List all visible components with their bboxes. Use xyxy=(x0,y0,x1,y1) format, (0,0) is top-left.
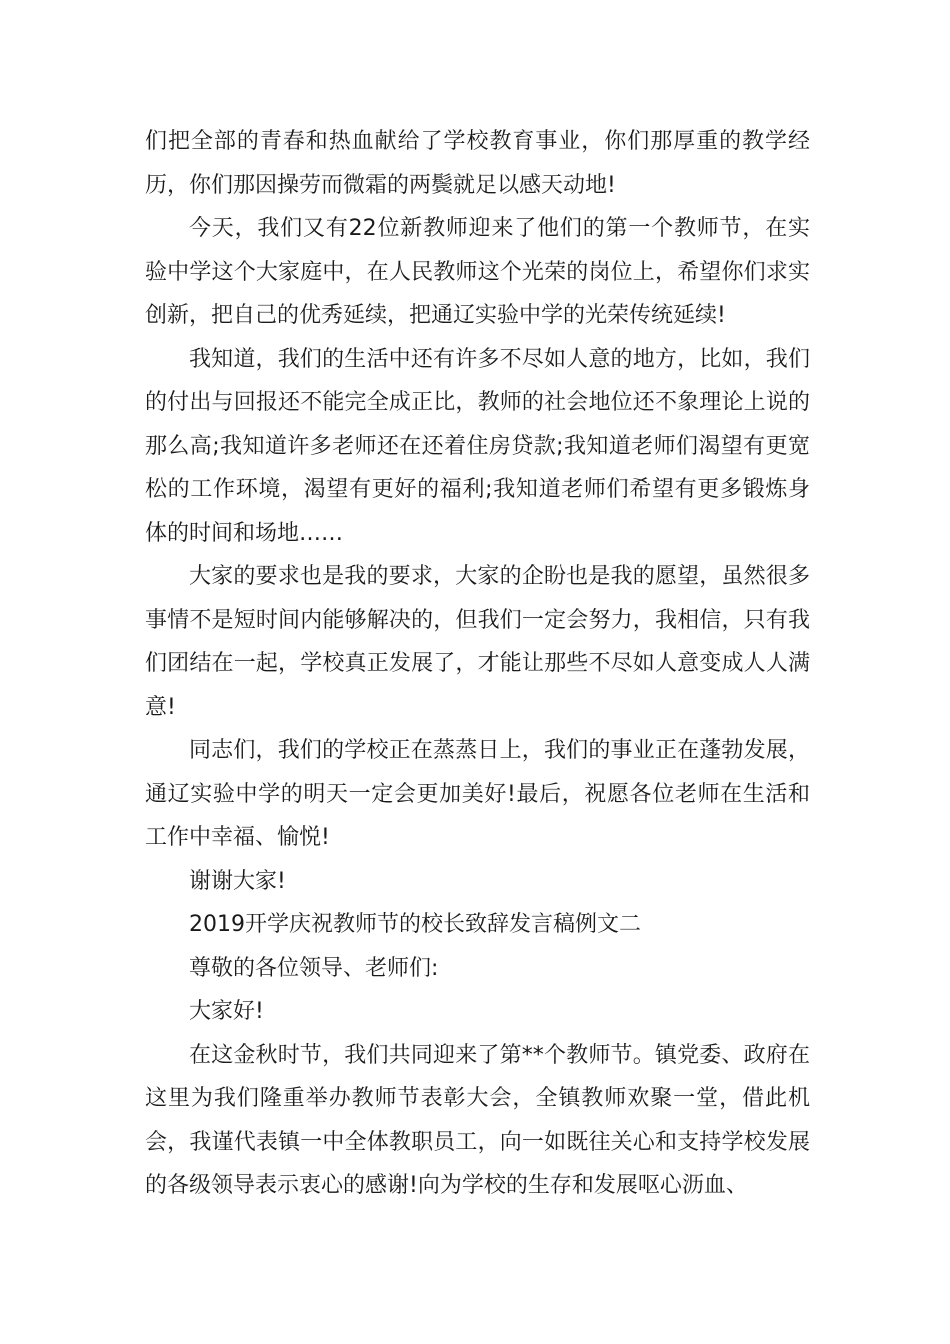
greeting: 大家好! xyxy=(189,999,264,1024)
paragraph-hopes: 大家的要求也是我的要求，大家的企盼也是我的愿望，虽然很多事情不是短时间内能够解决的，但我们一定会努力，我相信，只有我们团结在一起，学校真正发展了，才能让那些不尽如人意变成人人满意! xyxy=(145,564,810,720)
paragraph-opening-speech: 在这金秋时节，我们共同迎来了第**个教师节。镇党委、政府在这里为我们隆重举办教师节表彰大会，全镇教师欢聚一堂，借此机会，我谨代表镇一中全体教职员工，向一如既往关心和支持学校发展的各级领导表示衷心的感谢!向为学校的生存和发展呕心沥血、 xyxy=(145,1042,810,1198)
paragraph-new-teachers: 今天，我们又有22位新教师迎来了他们的第一个教师节，在实验中学这个大家庭中，在人民教师这个光荣的岗位上，希望你们求实创新，把自己的优秀延续，把通辽实验中学的光荣传统延续! xyxy=(145,216,810,328)
document-body xyxy=(145,120,810,1208)
salutation: 尊敬的各位领导、老师们: xyxy=(189,955,439,981)
paragraph-thanks: 谢谢大家! xyxy=(189,868,286,894)
paragraph-closing-wishes: 同志们，我们的学校正在蒸蒸日上，我们的事业正在蓬勃发展，通辽实验中学的明天一定会更加美好!最后，祝愿各位老师在生活和工作中幸福、愉悦! xyxy=(145,738,810,850)
paragraph-shortcomings: 我知道，我们的生活中还有许多不尽如人意的地方，比如，我们的付出与回报还不能完全成正比，教师的社会地位还不象理论上说的那么高;我知道许多老师还在还着住房贷款;我知道老师们渴望有更宽松的工作环境，渴望有更好的福利;我知道老师们希望有更多锻炼身体的时间和场地…… xyxy=(145,346,810,546)
paragraph-continued: 们把全部的青春和热血献给了学校教育事业，你们那厚重的教学经历，你们那因操劳而微霜的两鬓就足以感天动地! xyxy=(145,129,810,198)
section-title: 2019开学庆祝教师节的校长致辞发言稿例文二 xyxy=(189,912,641,937)
